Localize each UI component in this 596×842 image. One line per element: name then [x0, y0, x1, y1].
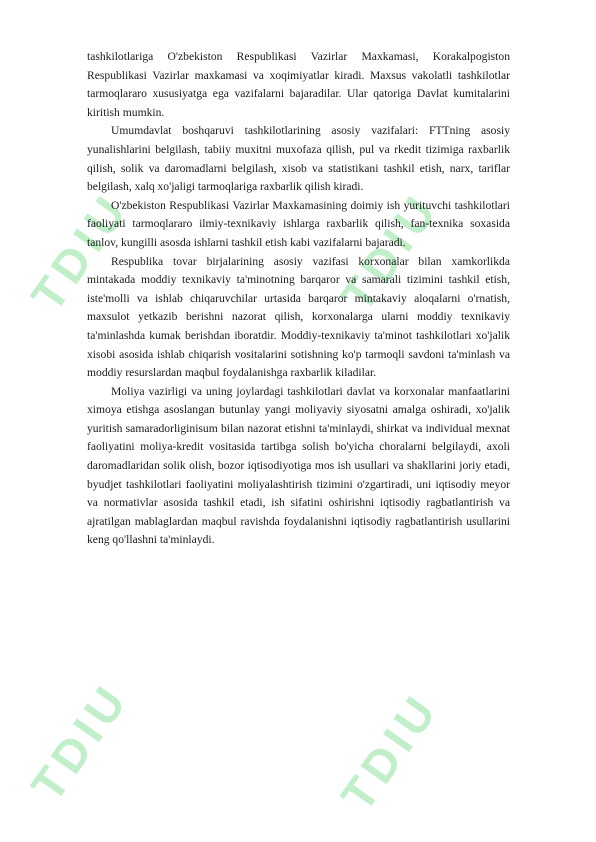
paragraph: tashkilotlariga O'zbekiston Respublikasi Vazirlar Maxkamasi, Korakalpogiston Respublikasi Vazirlar maxkamasi va xoqimiyatlar kiradi. Maxsus vakolatli tashkilotlar tarmoqlararo xususiyatga ega vazifalarni bajaradilar. Ular qatoriga Davlat kumitalarini kiritish mumkin. — [87, 50, 510, 119]
paragraph: Moliya vazirligi va uning joylardagi tashkilotlari davlat va korxonalar manfaatlarini ximoya etishga asoslangan butunlay yangi moliyaviy siyosatni amalga oshiradi, xo'jalik yuritish samaradorliginisum bilan nazorat etishni ta'minlaydi, shirkat va individual mexnat faoliyatini moliya-kredit vositasida tartibga solish bo'yicha choralarni belgilaydi, axoli daromadlaridan solik olish, bozor iqtisodiyotiga mos ish usullari va shakllarini joriy etadi, byudjet tashkilotlari faoliyatini moliyalashtirish tizimini o'zgartiradi, uni iqtisodiy meyor va normativlar asosida tashkil etadi, ish sifatini oshirishni iqtisodiy ragbatlantirish va ajratilgan mablaglardan maqbul ravishda foydalanishni iqtisodiy ragbatlantirish usullarini keng qo'llashni ta'minlaydi. — [87, 384, 510, 547]
watermark: TDIU — [330, 682, 449, 821]
paragraph: O'zbekiston Respublikasi Vazirlar Maxkamasining doimiy ish yurituvchi tashkilotlari faoliyati tarmoqlararo ilmiy-texnikaviy ishlarga raxbarlik qilish, fan-texnika soxasida tanlov, kungilli asosda ishlarni tashkil etish kabi vazifalarni bajaradi. — [87, 198, 510, 249]
paragraph: Respublika tovar birjalarining asosiy vazifasi korxonalar bilan xamkorlikda mintakada moddiy texnikaviy ta'minotning barqaror va samarali tizimini tashkil etish, iste'molli va ishlab chiqaruvchilar urtasida barqaror mintakaviy aloqalarni o'rnatish, maxsulot yetkazib berishni nazorat qilish, korxonalarga ularni moddiy texnikaviy ta'minlashda kumak berishdan iboratdir. Moddiy-texnikaviy ta'minot tashkilotlari xo'jalik xisobi asosida ishlab chiqarish vositalarini sotishning ko'p tarmoqli savdoni ta'minlash va moddiy resurslardan maqbul foydalanishga raxbarlik kiladilar. — [87, 254, 510, 380]
watermark: TDIU — [20, 672, 139, 811]
paragraph: Umumdavlat boshqaruvi tashkilotlarining asosiy vazifalari: FTTning asosiy yunalishlarini belgilash, tabiiy muxitni muxofaza qilish, pul va rkedit tizimiga raxbarlik qilish, solik va daromadlarni belgilash, xisob va statistikani tashkil etish, narx, tariflar belgilash, xalq xo'jaligi tarmoqlariga raxbarlik qilish kiradi. — [87, 124, 510, 194]
body-text — [87, 48, 510, 550]
watermark: TDIU — [330, 182, 449, 321]
watermark: TDIU — [20, 182, 139, 321]
